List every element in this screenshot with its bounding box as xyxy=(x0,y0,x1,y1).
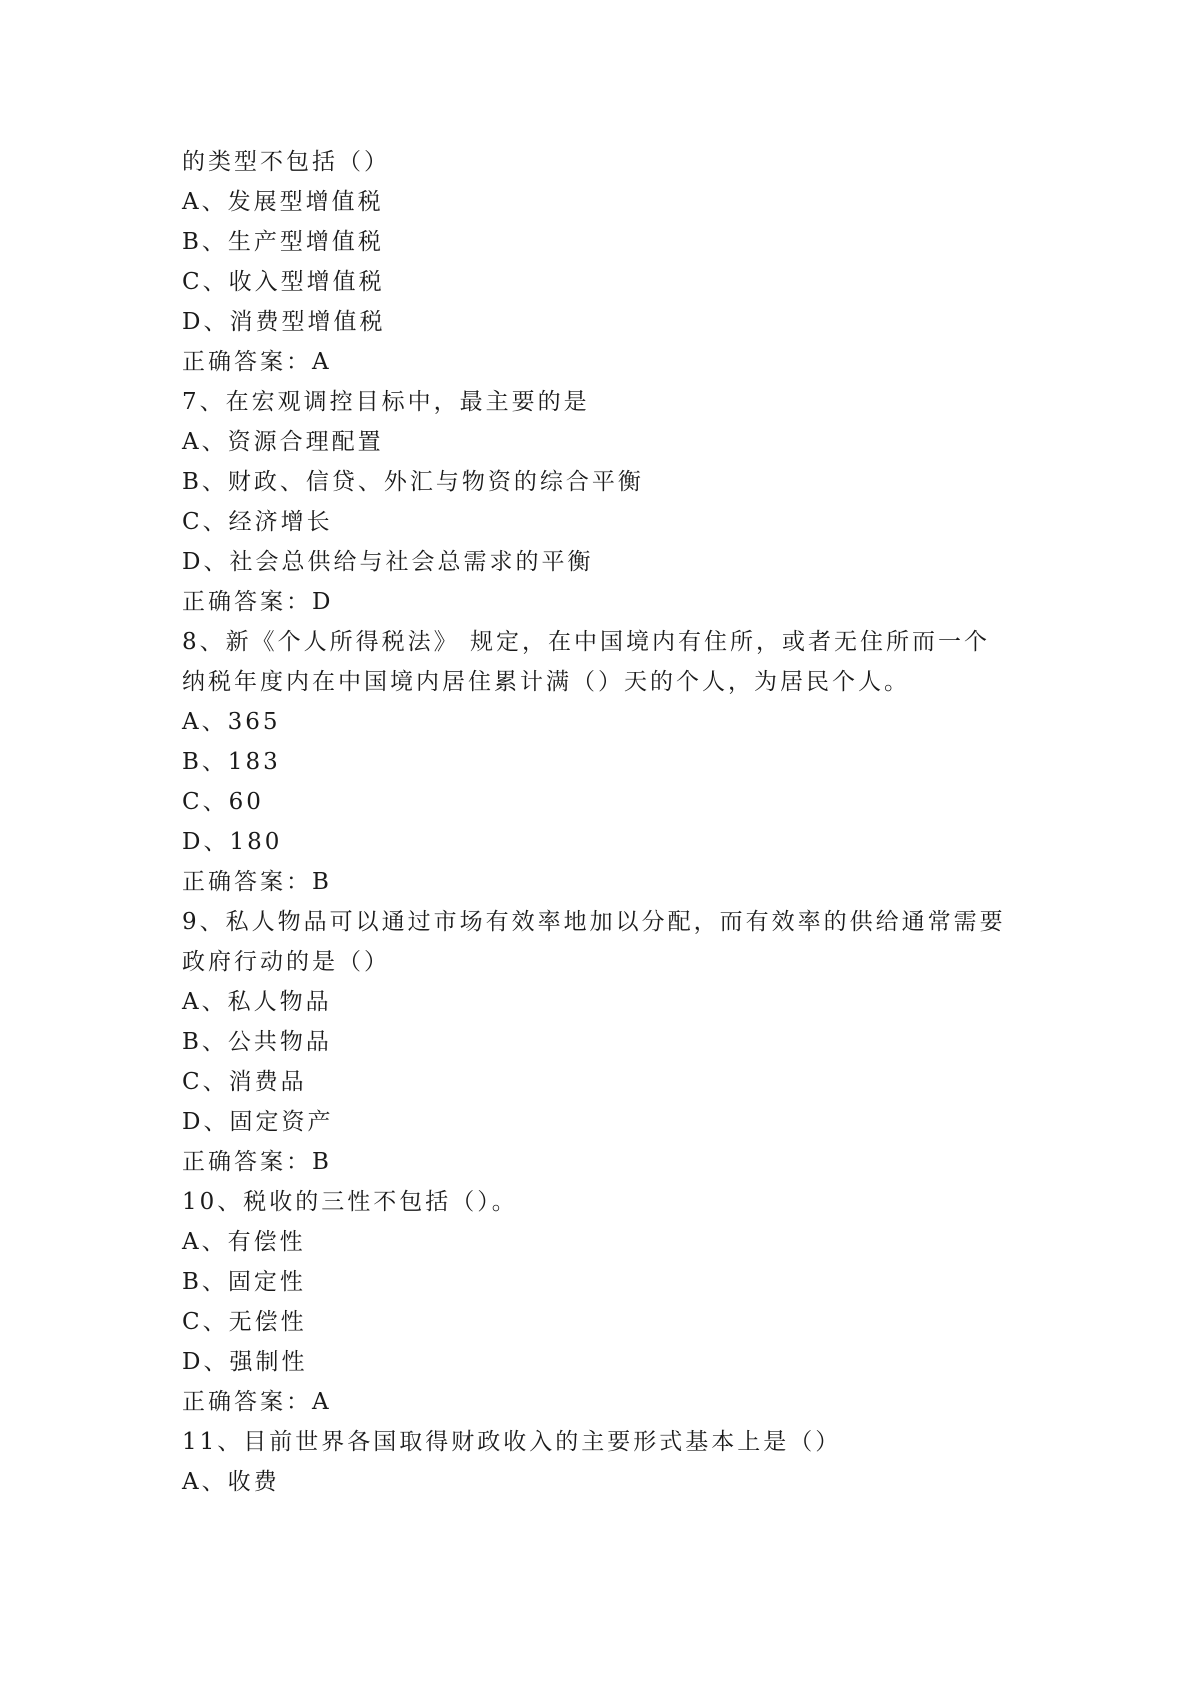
question-10-option-d: D、强制性 xyxy=(182,1349,308,1375)
question-10-option-c: C、无偿性 xyxy=(182,1309,307,1335)
question-9-option-d: D、固定资产 xyxy=(182,1109,334,1135)
question-7-answer: 正确答案：D xyxy=(182,589,334,615)
question-7-option-a: A、资源合理配置 xyxy=(182,429,384,455)
question-8-stem: 8、新《个人所得税法》 规定，在中国境内有住所，或者无住所而一个 xyxy=(182,629,990,655)
question-10-option-b: B、固定性 xyxy=(182,1269,306,1295)
question-9-stem: 9、私人物品可以通过市场有效率地加以分配，而有效率的供给通常需要 xyxy=(182,909,1006,935)
question-10-option-a: A、有偿性 xyxy=(182,1229,306,1255)
question-6-option-d: D、消费型增值税 xyxy=(182,309,386,335)
question-9-option-a: A、私人物品 xyxy=(182,989,332,1015)
question-7-stem: 7、在宏观调控目标中，最主要的是 xyxy=(182,389,590,415)
question-9-answer: 正确答案：B xyxy=(182,1149,332,1175)
question-11-option-a: A、收费 xyxy=(182,1469,280,1495)
question-8-answer: 正确答案：B xyxy=(182,869,332,895)
question-8-stem-continued: 纳税年度内在中国境内居住累计满（）天的个人，为居民个人。 xyxy=(182,669,910,695)
question-7-option-c: C、经济增长 xyxy=(182,509,333,535)
question-11-stem: 11、目前世界各国取得财政收入的主要形式基本上是（） xyxy=(182,1429,842,1455)
question-6-option-c: C、收入型增值税 xyxy=(182,269,385,295)
question-9-option-b: B、公共物品 xyxy=(182,1029,332,1055)
question-7-option-d: D、社会总供给与社会总需求的平衡 xyxy=(182,549,594,575)
question-9-stem-continued: 政府行动的是（） xyxy=(182,949,390,975)
question-8-option-a: A、365 xyxy=(182,709,281,735)
question-6-answer: 正确答案：A xyxy=(182,349,332,375)
question-7-option-b: B、财政、信贷、外汇与物资的综合平衡 xyxy=(182,469,644,495)
question-10-answer: 正确答案：A xyxy=(182,1389,332,1415)
question-9-option-c: C、消费品 xyxy=(182,1069,307,1095)
question-6-option-a: A、发展型增值税 xyxy=(182,189,384,215)
question-6-stem-continued: 的类型不包括（） xyxy=(182,149,390,175)
question-8-option-b: B、183 xyxy=(182,749,281,775)
question-6-option-b: B、生产型增值税 xyxy=(182,229,384,255)
question-8-option-c: C、60 xyxy=(182,789,264,815)
question-10-stem: 10、税收的三性不包括（）。 xyxy=(182,1189,518,1215)
document-body xyxy=(182,142,1022,1502)
question-8-option-d: D、180 xyxy=(182,829,283,855)
